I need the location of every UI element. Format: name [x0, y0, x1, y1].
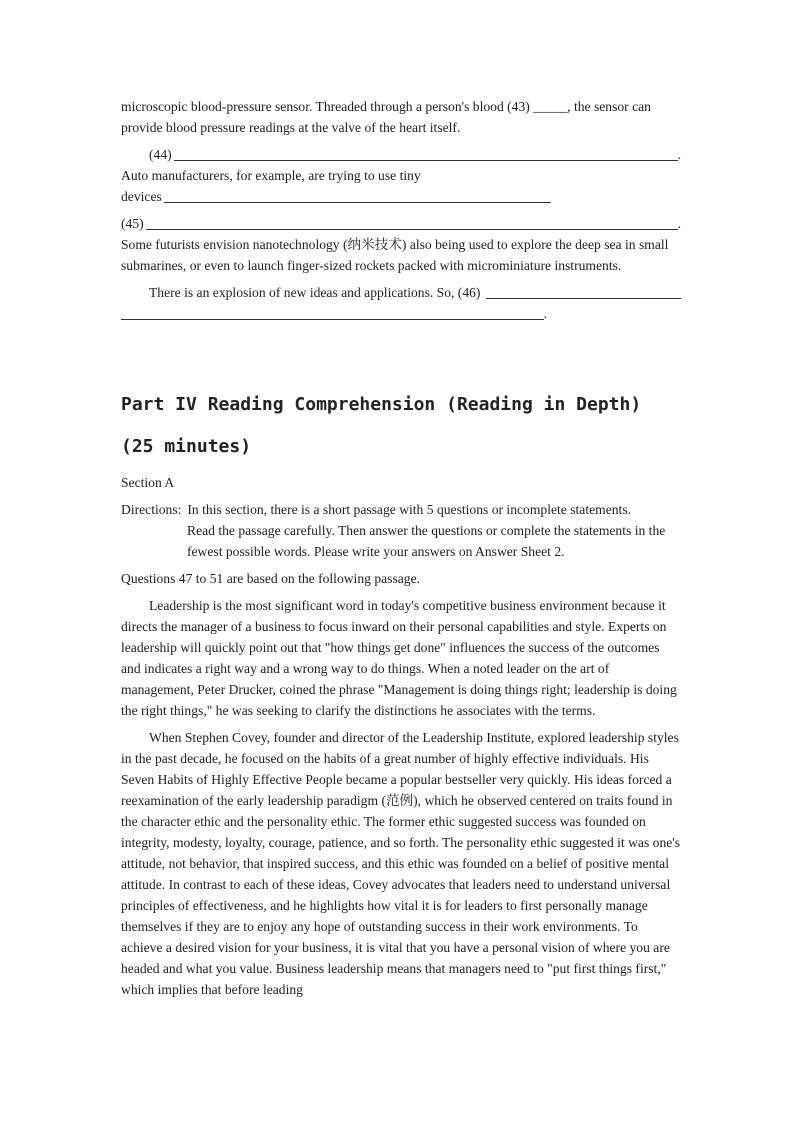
answer-line-44: (44) .	[121, 144, 681, 165]
answer-blank-46b[interactable]	[121, 304, 544, 320]
passage-paragraph-2: When Stephen Covey, founder and director of the Leadership Institute, explored leadership styles in the past decade, he focused on the habits of a great number of highly effective individuals. His Seven Habits of Highly Effective People became a popular bestseller very quickly. His ideas forced a reexamination of the early leadership paradigm (范例), which he observed centered on traits found in the character ethic and the personality ethic. The former ethic suggested success was founded on integrity, modesty, loyalty, courage, patience, and so forth. The personality ethic suggested it was one's attitude, not behavior, that inspired success, and this ethic was founded on a belief of positive mental attitude. In contrast to each of these ideas, Covey advocates that leaders need to understand universal principles of effectiveness, and he highlights how vital it is for leaders to first personally manage themselves if they are to enjoy any hope of outstanding success in their work environments. To achieve a desired vision for your business, it is vital that you have a personal vision of where you are headed and what you value. Business leadership means that managers need to "put first things first," which implies that before leading	[121, 730, 681, 997]
auto-manufacturers-line: Auto manufacturers, for example, are trying to use tiny	[121, 168, 421, 183]
question-45-label: (45)	[121, 216, 144, 231]
passage-paragraph-1: Leadership is the most significant word in today's competitive business environment because it directs the manager of a business to focus inward on their personal capabilities and style. Experts on leadership will quickly point out that "how things get done" influences the success of the outcomes and indicates a right way and a wrong way to do things. When a noted leader on the art of management, Peter Drucker, coined the phrase "Management is doing things right; leadership is doing the right things," he was seeking to clarify the distinctions he associates with the terms.	[121, 598, 677, 718]
answer-blank-45[interactable]	[146, 214, 678, 230]
devices-line	[121, 186, 551, 207]
explosion-text: There is an explosion of new ideas and applications. So, (46)	[149, 285, 481, 300]
section-a-label: Section A	[121, 475, 175, 490]
answer-line-45: (45) .	[121, 213, 681, 234]
answer-line-46-cont: .	[121, 303, 547, 324]
directions-first-line: In this section, there is a short passage with 5 questions or incomplete statements.	[187, 502, 632, 517]
devices-label: devices	[121, 189, 162, 204]
answer-blank-46a[interactable]	[486, 283, 681, 299]
document-page	[121, 96, 681, 1000]
directions-text: Read the passage carefully. Then answer the questions or complete the statements in the fewest possible words. Please write your answers on Answer Sheet 2.	[187, 523, 666, 559]
question-44-label: (44)	[149, 147, 172, 162]
directions-label: Directions:	[121, 502, 182, 517]
passage-line-43: microscopic blood-pressure sensor. Threaded through a person's blood (43) _____, the sensor can provide blood pressure readings at the valve of the heart itself.	[121, 99, 651, 135]
directions-block	[121, 499, 681, 562]
answer-line-46	[121, 282, 681, 303]
part-iv-heading: Part IV Reading Comprehension (Reading in Depth) (25 minutes)	[121, 394, 642, 457]
devices-blank[interactable]	[164, 187, 551, 203]
answer-blank-44[interactable]	[174, 145, 678, 161]
futurists-paragraph: Some futurists envision nanotechnology (纳米技术) also being used to explore the deep sea in small submarines, or even to launch finger-sized rockets packed with microminiature instruments.	[121, 237, 669, 273]
questions-intro: Questions 47 to 51 are based on the following passage.	[121, 571, 421, 586]
